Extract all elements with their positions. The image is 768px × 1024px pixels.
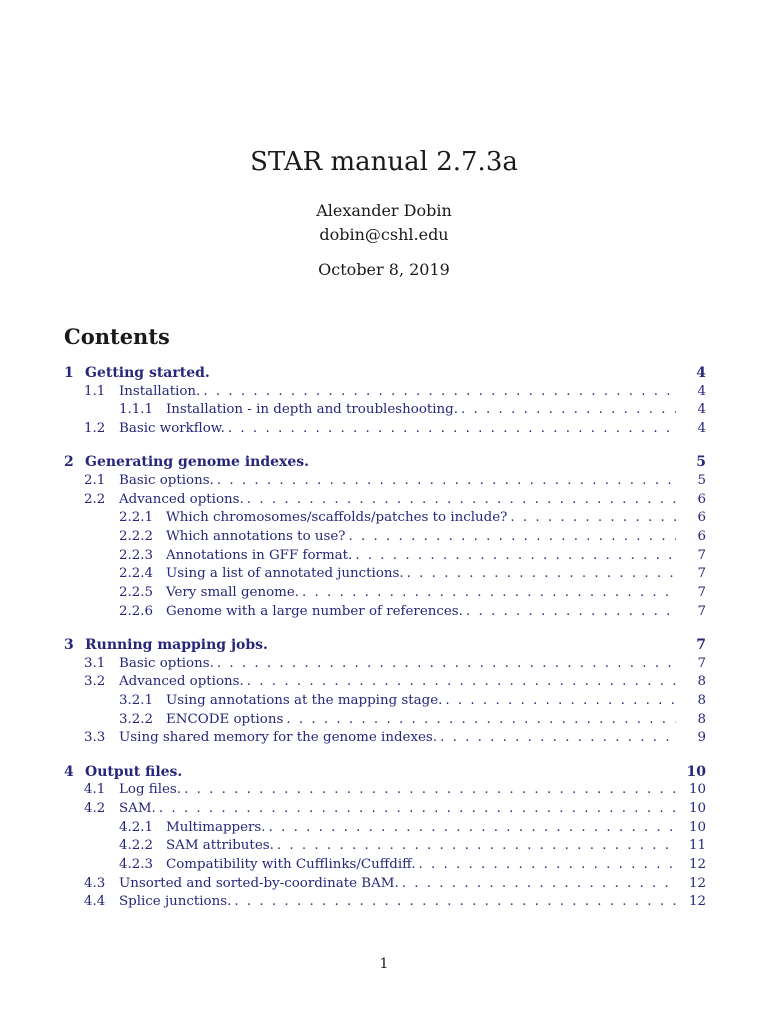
toc-entry-page: 5 — [696, 454, 706, 471]
toc-subsection-entry[interactable] — [64, 692, 706, 711]
toc-entry-page: 4 — [697, 383, 706, 399]
toc-dot-leader — [346, 528, 677, 547]
toc-dot-leader — [458, 401, 676, 420]
toc-subsection-entry[interactable] — [64, 547, 706, 566]
toc-entry-page: 4 — [696, 365, 706, 381]
toc-entry-number: 4.2.2 — [119, 838, 154, 854]
toc-subsection-entry[interactable] — [64, 383, 706, 402]
document-date: October 8, 2019 — [318, 260, 450, 279]
toc-section-group — [64, 364, 706, 439]
toc-dot-leader — [156, 800, 676, 819]
toc-section-entry[interactable] — [64, 763, 706, 782]
toc-dot-leader — [214, 655, 676, 674]
toc-entry-number: 2.2.4 — [119, 566, 154, 582]
toc-entry-number: 2.2.6 — [119, 603, 154, 619]
toc-entry-number: 2.1 — [84, 472, 106, 488]
toc-dot-leader — [404, 565, 676, 584]
toc-entry-page: 7 — [696, 636, 706, 653]
toc-dot-leader — [399, 875, 676, 894]
toc-entry-page: 7 — [697, 655, 706, 671]
toc-entry-number: 1.1.1 — [119, 402, 154, 418]
toc-subsection-entry[interactable] — [64, 819, 706, 838]
toc-subsection-entry[interactable] — [64, 584, 706, 603]
toc-entry-label: Which chromosomes/scaffolds/patches to include? — [166, 510, 508, 526]
toc-entry-label: Compatibility with Cufflinks/Cuffdiff. — [166, 857, 416, 872]
toc-subsection-entry[interactable] — [64, 491, 706, 510]
toc-entry-label: Basic options. — [119, 472, 214, 488]
toc-entry-label: Log files. — [119, 782, 182, 798]
toc-section-group — [64, 763, 706, 913]
toc-subsection-entry[interactable] — [64, 420, 706, 439]
toc-section-entry[interactable] — [64, 636, 706, 655]
toc-dot-leader — [181, 781, 676, 800]
toc-entry-label: Advanced options. — [119, 674, 244, 690]
toc-entry-number: 4.4 — [84, 894, 106, 910]
toc-dot-leader — [244, 673, 676, 692]
toc-entry-page: 12 — [688, 894, 706, 910]
toc-entry-page: 10 — [688, 800, 706, 816]
toc-entry-number: 4.2.1 — [119, 819, 154, 835]
document-title: STAR manual 2.7.3a — [250, 147, 518, 177]
toc-entry-number: 1.1 — [84, 383, 106, 399]
toc-entry-page: 8 — [697, 693, 706, 708]
toc-dot-leader — [225, 420, 676, 439]
toc-dot-leader — [283, 711, 676, 730]
toc-entry-page: 7 — [697, 566, 706, 582]
toc-entry-label: Multimappers. — [166, 819, 266, 835]
toc-entry-page: 7 — [697, 547, 706, 563]
toc-entry-number: 4 — [64, 763, 74, 780]
toc-dot-leader — [437, 729, 676, 748]
toc-entry-page: 12 — [688, 857, 706, 872]
toc-entry-label: Installation. — [119, 383, 201, 399]
toc-entry-page: 12 — [688, 875, 706, 891]
toc-entry-number: 4.3 — [84, 875, 106, 891]
toc-subsection-entry[interactable] — [64, 565, 706, 584]
toc-entry-page: 6 — [697, 529, 706, 544]
toc-subsection-entry[interactable] — [64, 655, 706, 674]
toc-dot-leader — [274, 837, 676, 856]
toc-entry-label: Installation - in depth and troubleshooting. — [166, 402, 458, 418]
toc-dot-leader — [463, 603, 676, 622]
toc-entry-label: Advanced options. — [119, 491, 244, 507]
toc-entry-number: 4.2.3 — [119, 857, 154, 872]
toc-entry-page: 4 — [697, 402, 706, 418]
toc-entry-label: Splice junctions. — [119, 894, 232, 910]
toc-entry-number: 2.2.5 — [119, 585, 154, 601]
toc-entry-page: 6 — [697, 491, 706, 507]
toc-entry-number: 2.2.2 — [119, 529, 154, 544]
toc-section-entry[interactable] — [64, 453, 706, 472]
toc-entry-label: Running mapping jobs. — [85, 636, 268, 653]
toc-entry-number: 2.2 — [84, 491, 106, 507]
toc-entry-label: Very small genome. — [166, 585, 300, 601]
author-email[interactable]: dobin@cshl.edu — [319, 225, 449, 244]
toc-dot-leader — [442, 692, 676, 711]
toc-entry-label: ENCODE options — [166, 711, 284, 727]
page-number: 1 — [379, 956, 389, 972]
toc-entry-label: Using a list of annotated junctions. — [166, 566, 404, 582]
toc-dot-leader — [231, 893, 676, 912]
toc-entry-label: Unsorted and sorted-by-coordinate BAM. — [119, 875, 399, 891]
toc-entry-number: 2.2.1 — [119, 510, 154, 526]
contents-heading: Contents — [64, 324, 170, 349]
toc-entry-label: Using shared memory for the genome indexes. — [119, 730, 438, 746]
toc-entry-page: 10 — [686, 763, 706, 780]
toc-entry-number: 1.2 — [84, 421, 106, 437]
toc-dot-leader — [352, 547, 676, 566]
toc-entry-page: 4 — [697, 421, 706, 437]
toc-dot-leader — [299, 584, 676, 603]
toc-entry-label: Using annotations at the mapping stage. — [166, 693, 443, 708]
toc-dot-leader — [415, 856, 676, 875]
toc-dot-leader — [507, 509, 676, 528]
toc-entry-number: 2.2.3 — [119, 547, 154, 563]
toc-entry-label: Output files. — [85, 763, 183, 780]
toc-subsection-entry[interactable] — [64, 528, 706, 547]
toc-subsection-entry[interactable] — [64, 711, 706, 730]
toc-entry-page: 6 — [697, 510, 706, 526]
toc-subsection-entry[interactable] — [64, 401, 706, 420]
toc-entry-page: 5 — [697, 472, 706, 488]
toc-entry-number: 3.2.2 — [119, 711, 154, 727]
table-of-contents — [64, 364, 706, 927]
toc-entry-label: Genome with a large number of references. — [166, 603, 463, 619]
toc-entry-page: 7 — [697, 603, 706, 619]
toc-entry-number: 3.2 — [84, 674, 106, 690]
toc-subsection-entry[interactable] — [64, 729, 706, 748]
toc-subsection-entry[interactable] — [64, 509, 706, 528]
toc-section-entry[interactable] — [64, 364, 706, 383]
toc-entry-page: 11 — [688, 838, 706, 854]
toc-subsection-entry[interactable] — [64, 472, 706, 491]
toc-dot-leader — [266, 819, 676, 838]
toc-entry-label: Generating genome indexes. — [85, 454, 310, 471]
toc-entry-label: SAM. — [119, 800, 156, 816]
toc-entry-number: 4.2 — [84, 800, 106, 816]
toc-entry-label: Annotations in GFF format. — [166, 547, 353, 563]
toc-subsection-entry[interactable] — [64, 673, 706, 692]
toc-subsection-entry[interactable] — [64, 603, 706, 622]
toc-entry-number: 3.2.1 — [119, 693, 154, 708]
toc-subsection-entry[interactable] — [64, 875, 706, 894]
toc-subsection-entry[interactable] — [64, 781, 706, 800]
toc-dot-leader — [244, 491, 676, 510]
toc-entry-label: Basic options. — [119, 655, 214, 671]
toc-subsection-entry[interactable] — [64, 837, 706, 856]
toc-section-group — [64, 636, 706, 748]
toc-entry-page: 8 — [697, 711, 706, 727]
toc-entry-page: 7 — [697, 585, 706, 601]
toc-entry-number: 1 — [64, 365, 74, 381]
toc-entry-label: SAM attributes. — [166, 838, 274, 854]
toc-entry-page: 10 — [688, 819, 706, 835]
toc-entry-label: Basic workflow. — [119, 421, 225, 437]
toc-entry-number: 2 — [64, 454, 74, 471]
toc-entry-label: Which annotations to use? — [166, 529, 346, 544]
toc-dot-leader — [214, 472, 676, 491]
toc-section-group — [64, 453, 706, 621]
toc-entry-number: 3.3 — [84, 730, 106, 746]
toc-subsection-entry[interactable] — [64, 856, 706, 875]
toc-entry-number: 3 — [64, 636, 74, 653]
toc-dot-leader — [200, 383, 676, 402]
toc-entry-number: 4.1 — [84, 782, 106, 798]
toc-entry-label: Getting started. — [85, 365, 210, 381]
toc-subsection-entry[interactable] — [64, 893, 706, 912]
toc-entry-page: 9 — [697, 730, 706, 746]
toc-subsection-entry[interactable] — [64, 800, 706, 819]
toc-entry-page: 10 — [688, 782, 706, 798]
toc-entry-number: 3.1 — [84, 655, 106, 671]
author-name: Alexander Dobin — [316, 201, 452, 220]
toc-entry-page: 8 — [697, 674, 706, 690]
